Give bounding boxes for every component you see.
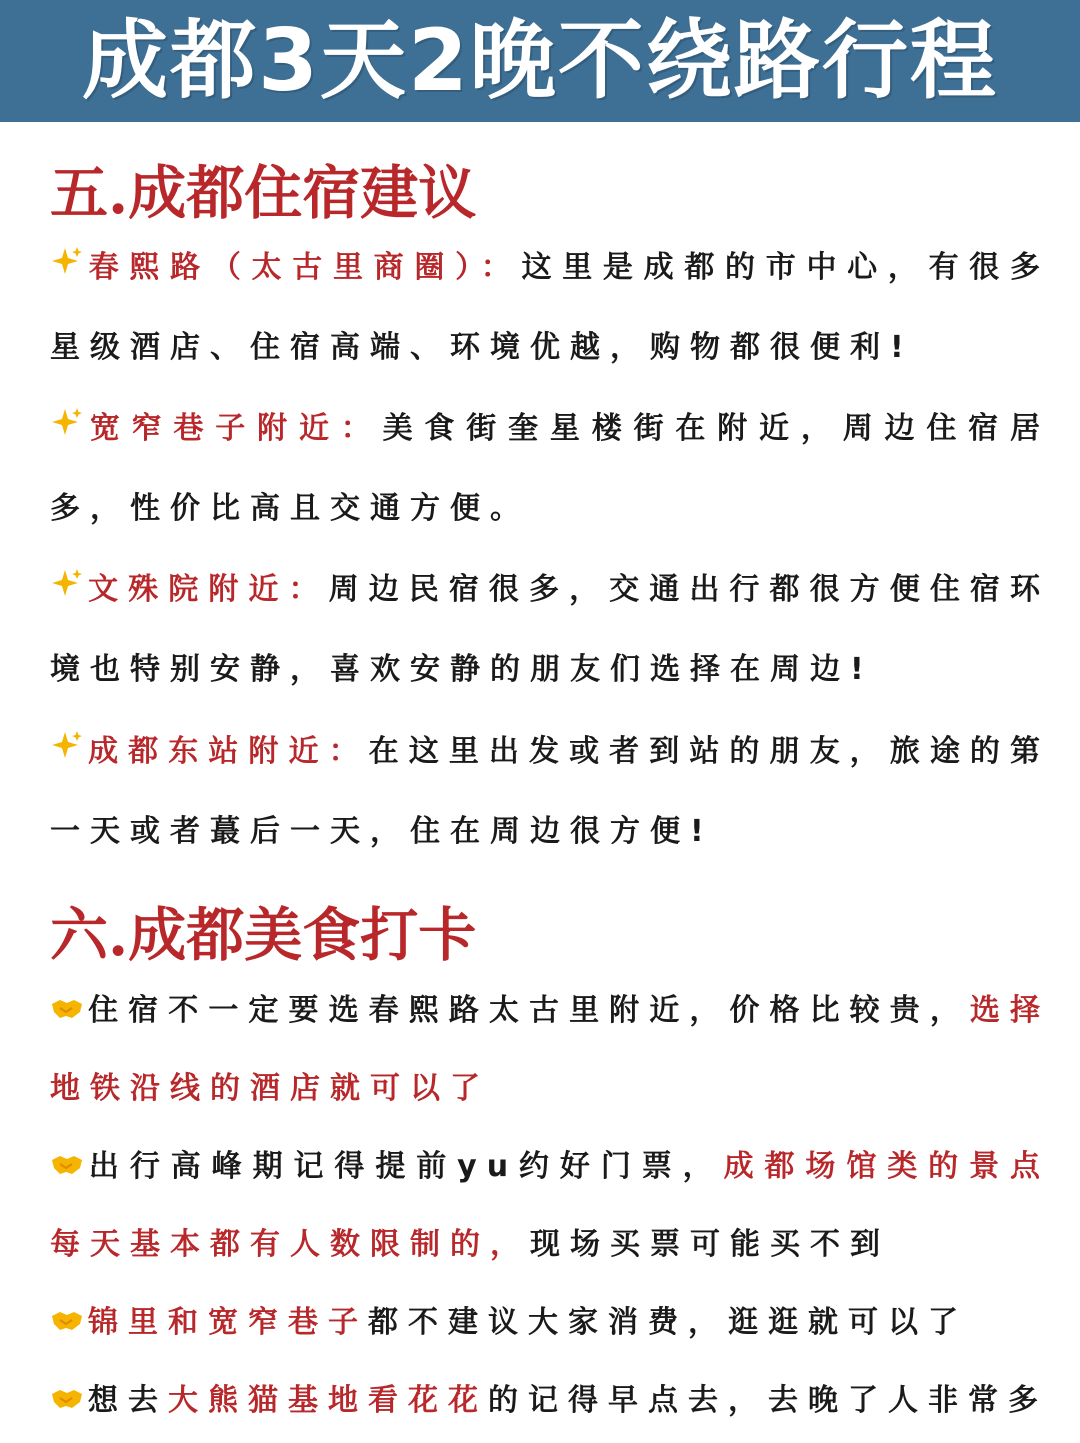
food-tip-text: 想去 (88, 1383, 168, 1418)
sparkle-icon (50, 245, 84, 279)
food-tip-item (50, 972, 1050, 1128)
lodging-item (50, 228, 1050, 388)
food-tip-text: 住宿不一定要选春熙路太古里附近，价格比较贵， (88, 993, 970, 1028)
food-tip-highlight: 成都场馆类的景点每天基本都有人数限制的， (50, 1149, 1050, 1262)
food-tip-item (50, 1284, 1050, 1362)
sparkle-icon (50, 567, 84, 601)
section-title-lodging: 五.成都住宿建议 (50, 159, 477, 227)
lodging-item (50, 712, 1050, 872)
lodging-item (50, 550, 1050, 710)
handshake-icon (50, 1150, 84, 1178)
page-title: 成都3天2晚不绕路行程 (82, 11, 998, 111)
lodging-item-label: 宽窄巷子附近： (88, 411, 383, 446)
food-tip-text: 的记得早点去，去晚了人非常多 (488, 1383, 1048, 1418)
food-tip-highlight: 选择地铁沿线的酒店就可以了 (50, 993, 1051, 1106)
handshake-icon (50, 994, 84, 1022)
food-tip-text: 都不建议大家消费，逛逛就可以了 (368, 1305, 968, 1340)
food-tip-item (50, 1362, 1050, 1440)
lodging-item-text: 周边民宿很多，交通出行都很方便住宿环境也特别安静，喜欢安静的朋友们选择在周边! (50, 572, 1051, 687)
food-tip-highlight: 大熊猫基地看花花 (168, 1383, 488, 1418)
food-tip-text: 现场买票可能买不到 (530, 1227, 890, 1262)
lodging-item-text: 美食街奎星楼街在附近，周边住宿居多，性价比高且交通方便。 (50, 411, 1051, 526)
lodging-item-text: 这里是成都的市中心，有很多星级酒店、住宿高端、环境优越，购物都很便利! (50, 250, 1050, 365)
sparkle-icon (50, 406, 84, 440)
handshake-icon (50, 1306, 84, 1334)
lodging-item-text: 在这里出发或者到站的朋友，旅途的第一天或者蕞后一天，住在周边很方便! (50, 734, 1051, 849)
food-tip-text: 出行高峰期记得提前yu约好门票， (88, 1149, 724, 1184)
lodging-item-label: 成都东站附近： (88, 734, 369, 769)
lodging-item-label: 春熙路（太古里商圈）： (88, 250, 522, 285)
lodging-item (50, 389, 1050, 549)
lodging-item-label: 文殊院附近： (88, 572, 329, 607)
food-tip-highlight: 锦里和宽窄巷子 (88, 1305, 368, 1340)
food-tip-item (50, 1128, 1050, 1284)
handshake-icon (50, 1384, 84, 1412)
sparkle-icon (50, 729, 84, 763)
section-title-food: 六.成都美食打卡 (50, 901, 477, 969)
title-banner (0, 0, 1080, 122)
